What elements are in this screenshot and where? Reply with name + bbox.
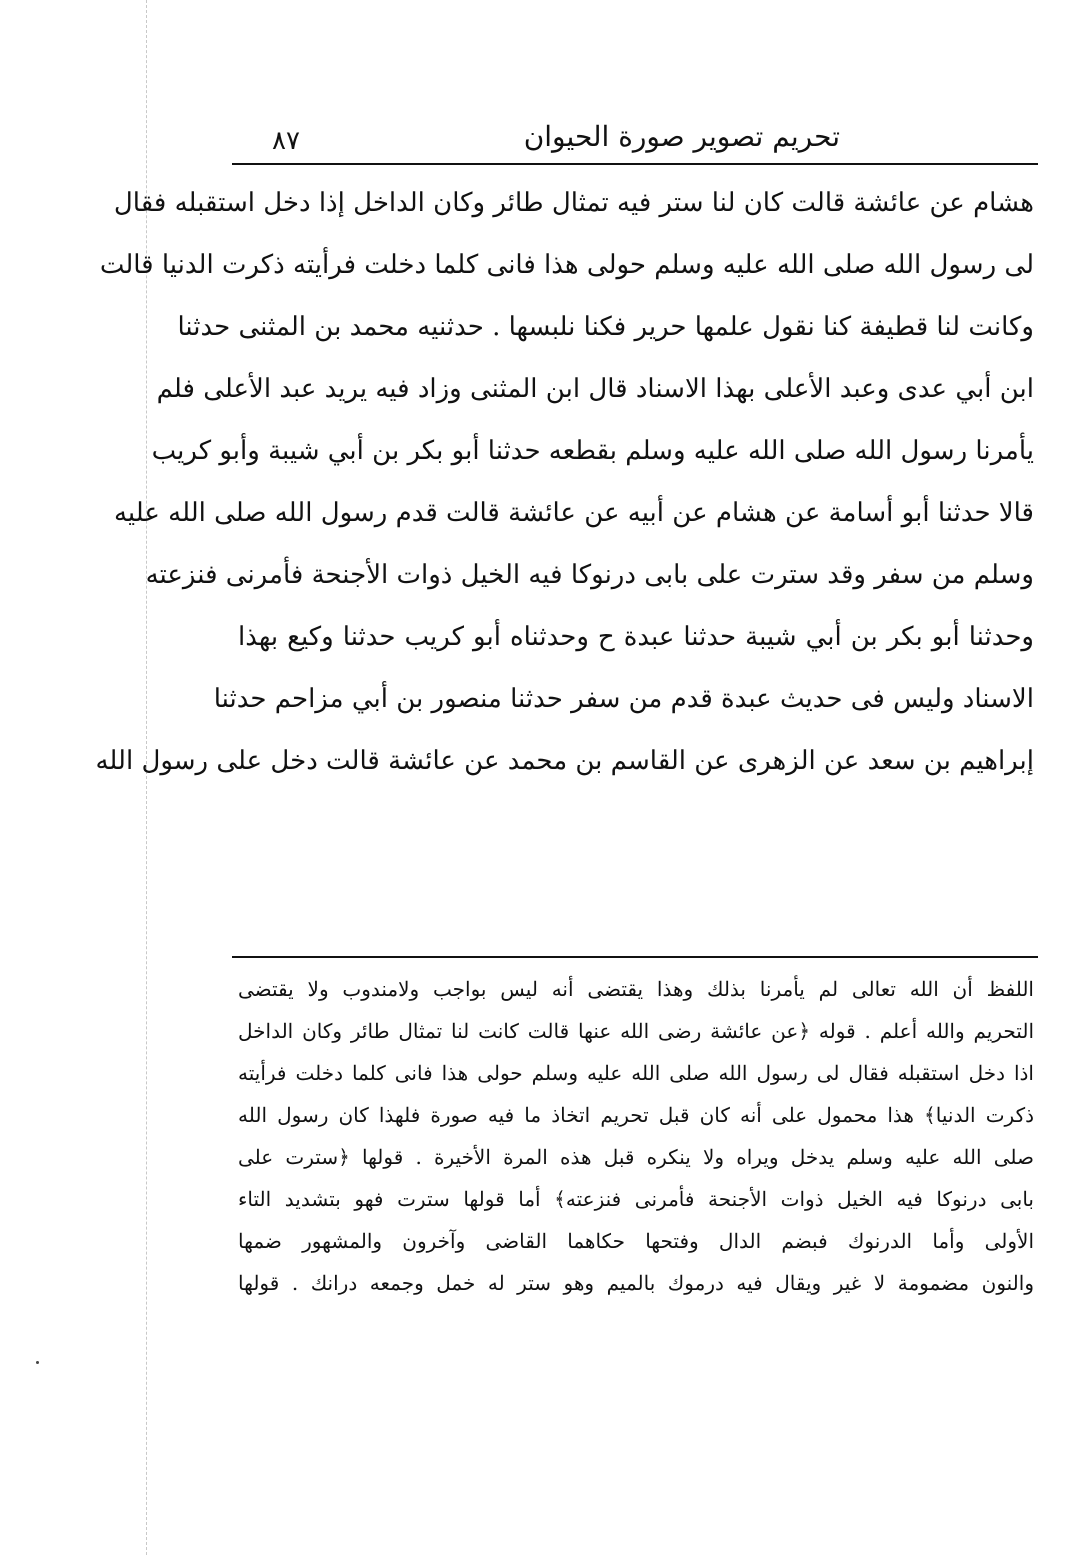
page-number: ٨٧: [272, 126, 300, 156]
commentary-line: صلى الله عليه وسلم يدخل ويراه ولا ينكره قبل هذه المرة الأخيرة . قولها ﴿سترت على: [238, 1145, 1034, 1169]
page-header: [232, 112, 1040, 162]
hadith-line: ابن أبي عدى وعبد الأعلى بهذا الاسناد قال ابن المثنى وزاد فيه يريد عبد الأعلى فلم: [156, 374, 1034, 404]
hadith-line: قالا حدثنا أبو أسامة عن هشام عن أبيه عن عائشة قالت قدم رسول الله صلى الله عليه: [113, 498, 1034, 528]
hadith-line: يأمرنا رسول الله صلى الله عليه وسلم بقطعه حدثنا أبو بكر بن أبي شيبة وأبو كريب: [151, 436, 1034, 466]
commentary-divider: [232, 956, 1038, 958]
commentary-line: ذكرت الدنيا﴾ هذا محمول على أنه كان قبل تحريم اتخاذ ما فيه صورة فلهذا كان رسول الله: [238, 1103, 1034, 1127]
running-title: تحريم تصوير صورة الحيوان: [523, 120, 840, 153]
hadith-text: [95, 172, 1034, 792]
commentary-line: اذا دخل استقبله فقال لى رسول الله صلى الله عليه وسلم حولى هذا فانى كلما دخلت فرأيته: [238, 1061, 1034, 1085]
commentary-line: والنون مضمومة لا غير ويقال فيه درموك بالميم وهو ستر له خمل وجمعه درانك . قولها: [238, 1271, 1034, 1295]
header-rule: [232, 163, 1038, 165]
hadith-line: الاسناد وليس فى حديث عبدة قدم من سفر حدثنا منصور بن أبي مزاحم حدثنا: [213, 684, 1034, 714]
hadith-line: إبراهيم بن سعد عن الزهرى عن القاسم بن محمد عن عائشة قالت دخل على رسول الله: [95, 746, 1034, 776]
hadith-line: هشام عن عائشة قالت كان لنا ستر فيه تمثال طائر وكان الداخل إذا دخل استقبله فقال: [113, 188, 1034, 218]
hadith-line: وحدثنا أبو بكر بن أبي شيبة حدثنا عبدة ح وحدثناه أبو كريب حدثنا وكيع بهذا: [238, 622, 1034, 652]
commentary-line: اللفظ أن الله تعالى لم يأمرنا بذلك وهذا يقتضى أنه ليس بواجب ولامندوب ولا يقتضى: [238, 977, 1034, 1001]
commentary-line: الأولى وأما الدرنوك فبضم الدال وفتحها حكاهما القاضى وآخرون والمشهور ضمها: [238, 1229, 1034, 1253]
hadith-line: لى رسول الله صلى الله عليه وسلم حولى هذا فانى كلما دخلت فرأيته ذكرت الدنيا قالت: [99, 250, 1034, 280]
hadith-line: وكانت لنا قطيفة كنا نقول علمها حرير فكنا نلبسها . حدثنيه محمد بن المثنى حدثنا: [177, 312, 1034, 342]
commentary-line: التحريم والله أعلم . قوله ﴿عن عائشة رضى الله عنها قالت كانت لنا تمثال طائر وكان الداخل: [238, 1019, 1034, 1043]
commentary-text: [238, 968, 1034, 1304]
commentary-line: بابى درنوكا فيه الخيل ذوات الأجنحة فأمرنى فنزعته﴾ أما قولها سترت فهو بتشديد التاء: [238, 1187, 1034, 1211]
hadith-line: وسلم من سفر وقد سترت على بابى درنوكا فيه الخيل ذوات الأجنحة فأمرنى فنزعته: [145, 560, 1034, 590]
scan-speck: [36, 1361, 39, 1364]
